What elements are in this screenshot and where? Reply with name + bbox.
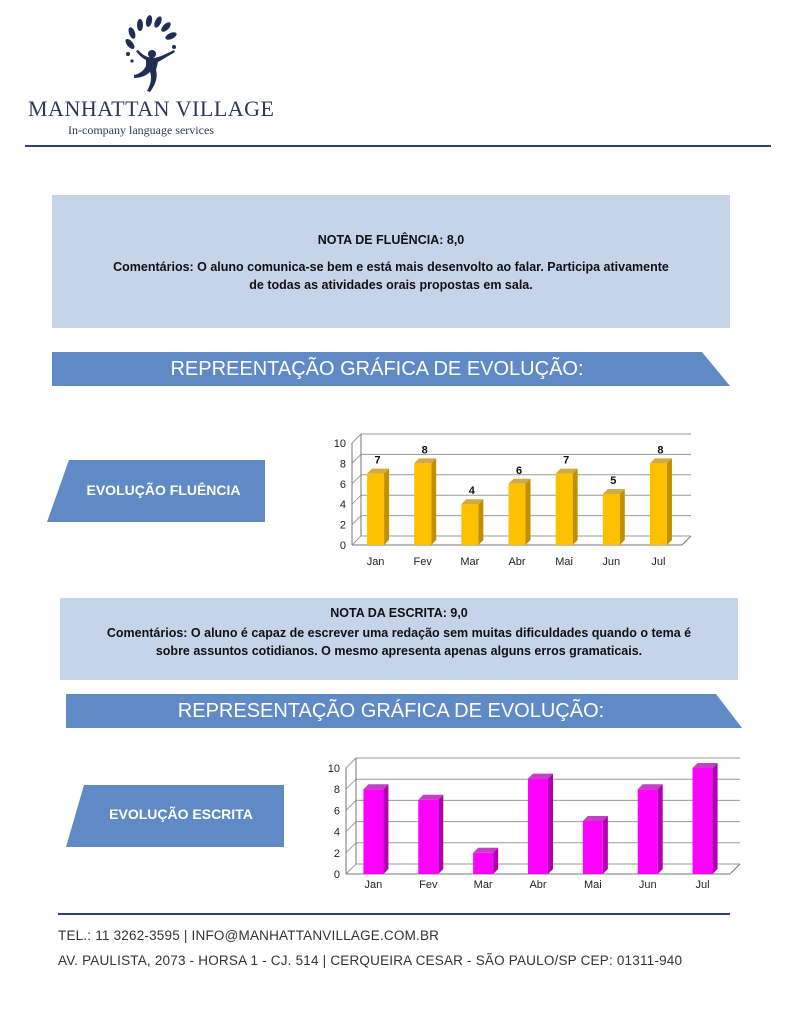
writing-gridline-side	[346, 758, 356, 768]
writing-bar-Jan	[363, 789, 383, 874]
fluency-bar-Jul	[650, 463, 667, 545]
writing-bar-side	[383, 784, 388, 874]
fluency-gridline-side	[352, 536, 361, 545]
writing-side-label: EVOLUÇÃO ESCRITA	[109, 806, 253, 822]
writing-bar-Fev	[418, 800, 438, 874]
fluency-data-label: 4	[468, 485, 475, 498]
writing-gridline-side	[346, 822, 356, 832]
fluency-bar-Mar	[461, 504, 478, 545]
fluency-gridline-side	[352, 495, 361, 504]
fluency-bar-Abr	[509, 484, 526, 545]
writing-x-tick-label: Jul	[695, 879, 710, 891]
fluency-note-title: NOTA DE FLUÊNCIA: 8,0	[317, 233, 465, 247]
fluency-x-tick-label: Jan	[366, 556, 385, 568]
writing-note-box	[60, 598, 738, 680]
writing-section-title: REPRESENTAÇÃO GRÁFICA DE EVOLUÇÃO:	[177, 700, 605, 722]
writing-bar-Jul	[693, 768, 713, 874]
fluency-bar-side	[573, 469, 578, 545]
writing-y-tick-label: 6	[333, 805, 340, 818]
header-divider	[25, 145, 771, 147]
fluency-data-label: 8	[657, 444, 664, 457]
writing-x-tick-label: Jun	[638, 879, 657, 891]
writing-y-tick-label: 2	[333, 847, 340, 860]
writing-x-tick-label: Fev	[419, 879, 438, 891]
writing-bar-side	[438, 795, 443, 874]
fluency-floor-edge	[682, 536, 691, 545]
writing-gridline-side	[346, 864, 356, 874]
fluency-gridline-side	[352, 516, 361, 525]
writing-gridline-side	[346, 779, 356, 789]
writing-bar-Mai	[583, 821, 603, 874]
writing-comments: Comentários: O aluno é capaz de escrever uma redação sem muitas dificuldades quando o tema é sobre assuntos cotidianos. O mesmo apresenta apenas alguns erros gramaticais.	[106, 626, 692, 658]
writing-bar-Jun	[638, 789, 658, 874]
fluency-x-tick-label: Jun	[602, 556, 621, 568]
fluency-x-tick-label: Mar	[460, 556, 480, 568]
writing-x-tick-label: Mar	[473, 879, 493, 891]
writing-floor-edge	[730, 864, 740, 874]
fluency-data-label: 8	[421, 444, 428, 457]
writing-gridline-side	[346, 843, 356, 853]
fluency-x-tick-label: Abr	[508, 556, 526, 568]
fluency-section-title: REPREENTAÇÃO GRÁFICA DE EVOLUÇÃO:	[170, 358, 584, 380]
fluency-bar-side	[667, 458, 672, 545]
fluency-y-tick-label: 0	[339, 540, 346, 552]
writing-y-tick-label: 10	[327, 763, 340, 775]
writing-y-tick-label: 4	[333, 826, 340, 839]
writing-y-tick-label: 0	[333, 869, 340, 881]
fluency-x-tick-label: Fev	[413, 556, 432, 568]
fluency-bar-Fev	[414, 463, 431, 545]
writing-x-tick-label: Jan	[364, 879, 383, 891]
company-name: MANHATTAN VILLAGE	[28, 96, 275, 121]
fluency-x-tick-label: Mai	[555, 556, 574, 568]
fluency-bar-Mai	[556, 474, 573, 545]
fluency-bar-side	[526, 479, 531, 545]
fluency-data-label: 7	[563, 454, 570, 467]
writing-y-tick-label: 8	[333, 784, 340, 797]
fluency-y-tick-label: 6	[339, 478, 346, 491]
fluency-data-label: 5	[610, 475, 617, 487]
writing-gridline-side	[346, 800, 356, 810]
writing-bar-side	[713, 763, 718, 874]
fluency-bar-side	[478, 499, 483, 545]
footer-divider	[58, 913, 730, 915]
company-tagline: In-company language services	[68, 123, 214, 137]
writing-bar-side	[658, 784, 663, 874]
fluency-bar-Jun	[603, 494, 620, 545]
fluency-x-tick-label: Jul	[651, 556, 666, 568]
logo-emblem-icon	[116, 14, 184, 96]
footer-contact: TEL.: 11 3262-3595 | INFO@MANHATTANVILLAGE.COM.BR	[58, 928, 440, 943]
writing-bar-side	[603, 816, 608, 874]
fluency-side-label: EVOLUÇÃO FLUÊNCIA	[86, 482, 241, 498]
fluency-y-tick-label: 10	[333, 438, 346, 450]
fluency-y-tick-label: 8	[339, 458, 346, 471]
fluency-bar-Jan	[367, 474, 384, 545]
fluency-bar-side	[620, 489, 625, 545]
writing-bar-Mar	[473, 853, 493, 874]
writing-x-tick-label: Abr	[529, 879, 547, 891]
fluency-data-label: 7	[374, 454, 381, 467]
fluency-y-tick-label: 4	[339, 499, 346, 512]
fluency-chart	[322, 428, 694, 572]
fluency-gridline-side	[352, 454, 361, 463]
footer-address: AV. PAULISTA, 2073 - HORSA 1 - CJ. 514 | CERQUEIRA CESAR - SÃO PAULO/SP CEP: 01311-940	[58, 953, 683, 968]
writing-bar-side	[548, 774, 553, 874]
fluency-note-box	[52, 195, 730, 328]
writing-x-tick-label: Mai	[583, 879, 602, 891]
fluency-gridline-side	[352, 475, 361, 484]
writing-bar-Abr	[528, 779, 548, 874]
writing-chart	[318, 750, 742, 891]
fluency-data-label: 6	[515, 464, 523, 477]
fluency-y-tick-label: 2	[339, 519, 346, 532]
fluency-comments: Comentários: O aluno comunica-se bem e está mais desenvolto ao falar. Participa ativamente de todas as atividades orais propostas em sala.	[113, 260, 669, 292]
fluency-bar-side	[384, 469, 389, 545]
fluency-gridline-side	[352, 434, 361, 443]
fluency-bar-side	[431, 458, 436, 545]
writing-note-title: NOTA DA ESCRITA: 9,0	[330, 606, 468, 620]
